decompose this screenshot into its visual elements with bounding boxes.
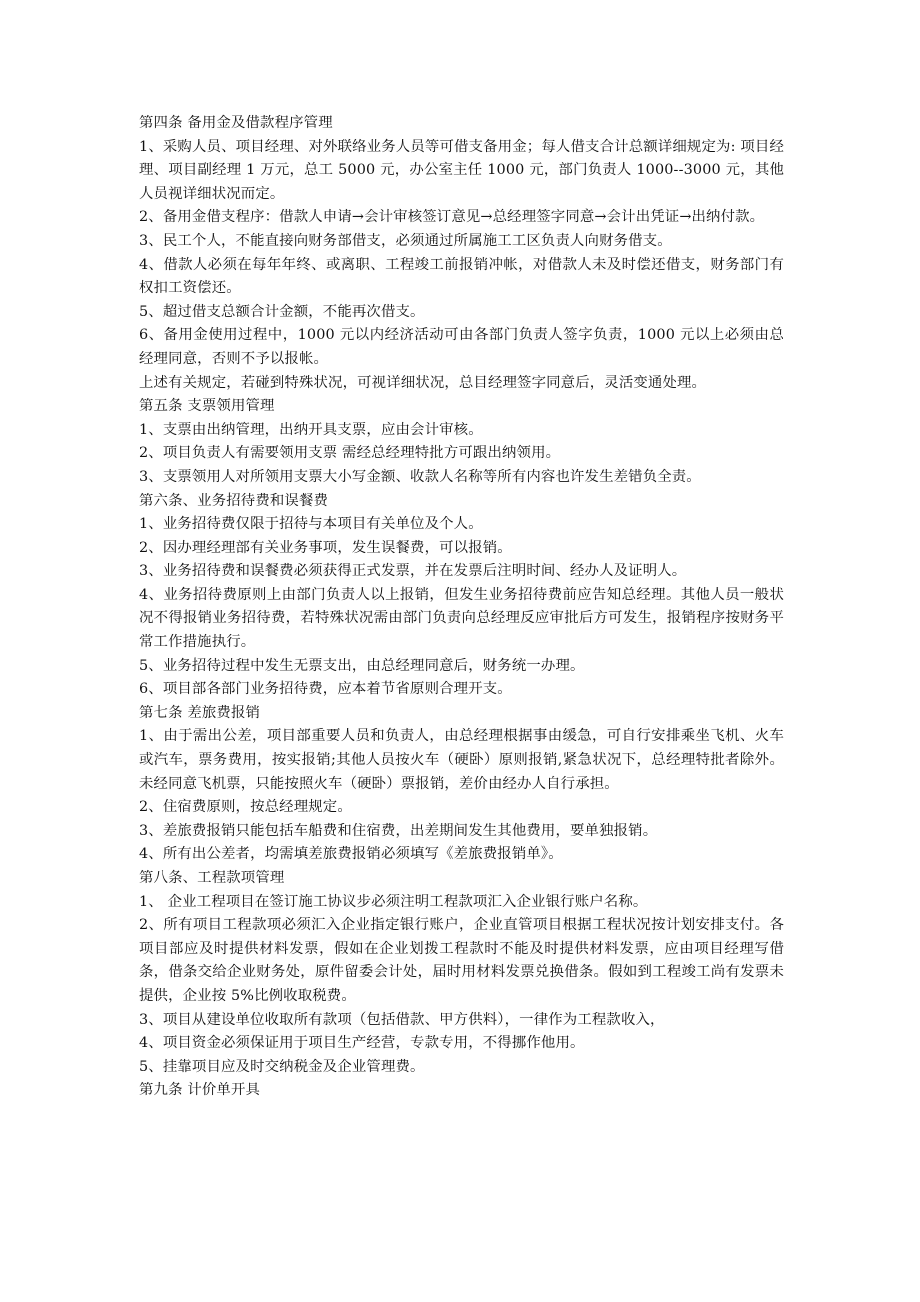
paragraph: 3、项目从建设单位收取所有款项（包括借款、甲方供料），一律作为工程款收入， [139,1011,665,1028]
section-heading: 第八条、工程款项管理 [139,870,285,886]
paragraph: 5、超过借支总额合计金额，不能再次借支。 [139,303,425,320]
paragraph: 6、项目部各部门业务招待费，应本着节省原则合理开支。 [139,681,512,698]
paragraph: 上述有关规定，若碰到特殊状况，可视详细状况，总目经理签字同意后，灵活变通处理。 [139,374,707,391]
paragraph: 3、差旅费报销只能包括车船费和住宿费，出差期间发生其他费用，要单独报销。 [139,822,658,839]
paragraph: 1、业务招待费仅限于招待与本项目有关单位及个人。 [139,516,483,533]
paragraph: 6、备用金使用过程中，1000 元以内经济活动可由各部门负责人签字负责，1000 元以上必须由总经理同意，否则不予以报帐。 [139,327,784,367]
paragraph: 4、借款人必须在每年年终、或离职、工程竣工前报销冲帐，对借款人未及时偿还借支，财务部门有权扣工资偿还。 [139,256,784,297]
paragraph: 4、项目资金必须保证用于项目生产经营，专款专用，不得挪作他用。 [139,1035,585,1052]
paragraph: 4、业务招待费原则上由部门负责人以上报销，但发生业务招待费前应告知总经理。其他人员一般状况不得报销业务招待费，若特殊状况需由部门负责向总经理反应审批后方可发生，报销程序按财务平常工作措施执行。 [139,586,784,651]
paragraph: 5、挂靠项目应及时交纳税金及企业管理费。 [139,1058,425,1075]
paragraph: 2、所有项目工程款项必须汇入企业指定银行账户，企业直管项目根据工程状况按计划安排支付。各项目部应及时提供材料发票，假如在企业划拨工程款时不能及时提供材料发票，应由项目经理写借条，借条交给企业财务处，原件留委会计处，届时用材料发票兑换借条。假如到工程竣工尚有发票未提供，企业按 5%比例收取税费。 [139,917,784,1004]
section-heading: 第五条 支票领用管理 [139,398,275,415]
paragraph: 5、业务招待过程中发生无票支出，由总经理同意后，财务统一办理。 [139,657,585,674]
paragraph: 1、由于需出公差，项目部重要人员和负责人，由总经理根据事由缓急，可自行安排乘坐飞机、火车或汽车，票务费用，按实报销;其他人员按火车（硬卧）原则报销,紧急状况下，总经理特批者除外。 未经同意飞机票，只能按照火车（硬卧）票报销，差价由经办人自行承担。 [139,728,784,792]
paragraph: 1、支票由出纳管理，出纳开具支票，应由会计审核。 [139,421,483,438]
paragraph: 2、因办理经理部有关业务事项，发生误餐费，可以报销。 [139,539,512,556]
paragraph: 2、住宿费原则，按总经理规定。 [139,799,352,816]
paragraph: 2、项目负责人有需要领用支票 需经总经理特批方可跟出纳领用。 [139,445,561,462]
section-heading: 第七条 差旅费报销 [139,704,261,721]
section-heading: 第九条 计价单开具 [139,1082,261,1099]
section-heading: 第四条 备用金及借款程序管理 [139,115,333,131]
paragraph: 2、备用金借支程序：借款人申请→会计审核签订意见→总经理签字同意→会计出凭证→出纳付款。 [139,209,765,226]
paragraph: 3、民工个人，不能直接向财务部借支，必须通过所属施工工区负责人向财务借支。 [139,232,672,249]
paragraph: 1、 企业工程项目在签订施工协议步必须注明工程款项汇入企业银行账户名称。 [139,893,648,910]
paragraph: 1、采购人员、项目经理、对外联络业务人员等可借支备用金；每人借支合计总额详细规定为: 项目经理、项目副经理 1 万元，总工 5000 元，办公室主任 1000 元，部门负责人 1000--3000 元，其他人员视详细状况而定。 [139,138,784,202]
paragraph: 3、支票领用人对所领用支票大小写金额、收款人名称等所有内容也许发生差错负全责。 [139,468,701,485]
paragraph: 3、业务招待费和误餐费必须获得正式发票，并在发票后注明时间、经办人及证明人。 [139,563,687,580]
paragraph: 4、所有出公差者，均需填差旅费报销必须填写《差旅费报销单》。 [139,846,563,863]
document-body [139,112,784,1103]
section-heading: 第六条、业务招待费和误餐费 [139,492,329,509]
